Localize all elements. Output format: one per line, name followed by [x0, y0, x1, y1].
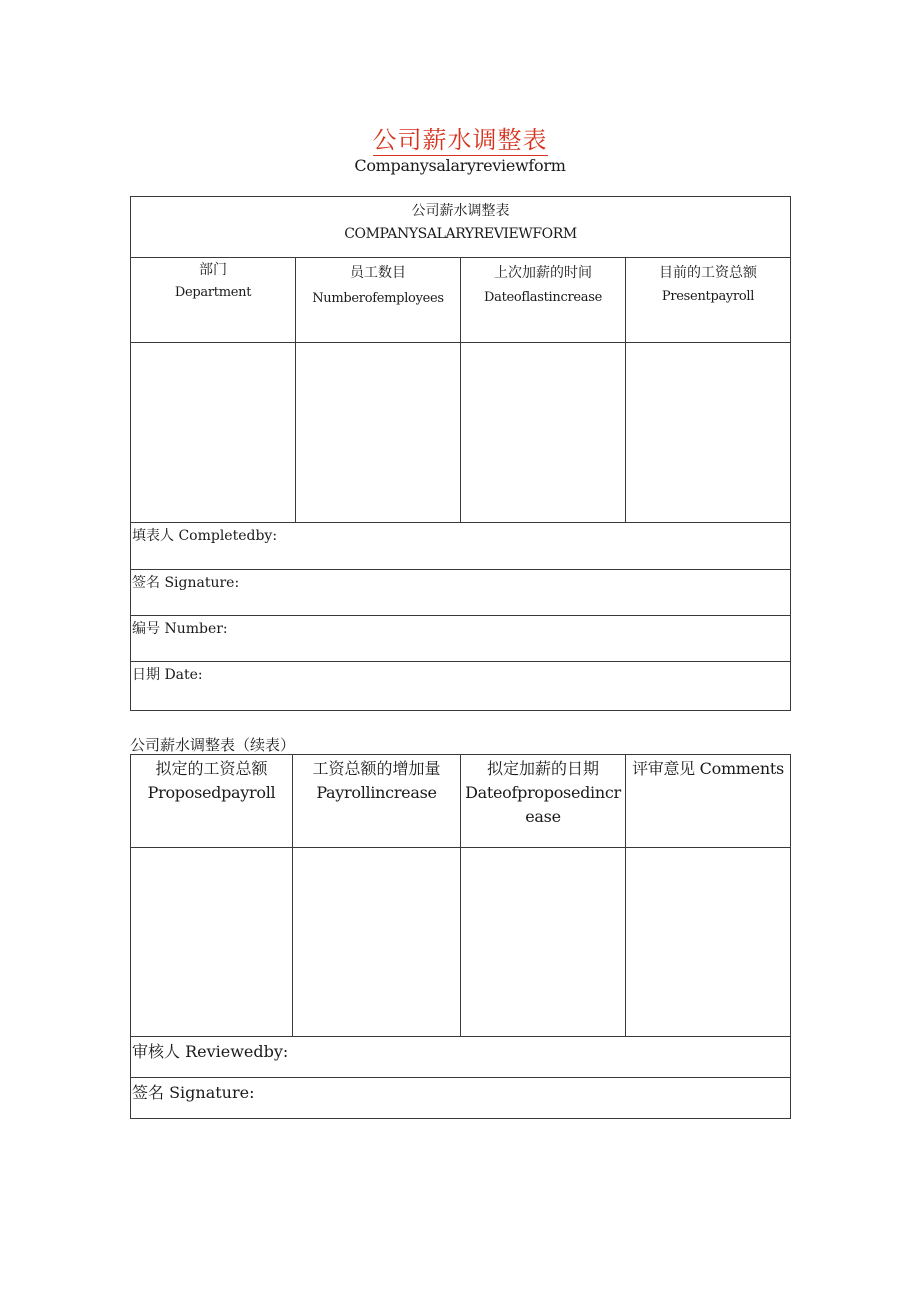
column-header-employees: 员工数目 Numberofemployees: [296, 258, 461, 343]
input-cell-employees[interactable]: [296, 343, 461, 523]
column-header-present-payroll: 目前的工资总额 Presentpayroll: [626, 258, 791, 343]
number-label: 编号 Number:: [132, 621, 228, 637]
signature-row[interactable]: [131, 570, 791, 616]
reviewer-signature-row[interactable]: [131, 1078, 791, 1119]
number-row[interactable]: [131, 616, 791, 662]
completed-by-label: 填表人 Completedby:: [132, 528, 278, 544]
table-header: [131, 197, 791, 258]
input-cell-present-payroll[interactable]: [626, 343, 791, 523]
reviewed-by-row[interactable]: [131, 1037, 791, 1078]
completed-by-row[interactable]: [131, 523, 791, 570]
column-header-proposed-date: 拟定加薪的日期 Dateofproposedincrease: [461, 755, 626, 848]
reviewer-signature-label: 签名 Signature:: [132, 1083, 255, 1102]
page-subtitle: Companysalaryreviewform: [354, 156, 566, 175]
input-cell-payroll-increase[interactable]: [293, 848, 461, 1037]
input-cell-proposed-payroll[interactable]: [131, 848, 293, 1037]
input-cell-comments[interactable]: [626, 848, 791, 1037]
table-header-en: COMPANYSALARYREVIEWFORM: [344, 226, 577, 242]
date-row[interactable]: [131, 662, 791, 711]
column-header-proposed-payroll: 拟定的工资总额 Proposedpayroll: [131, 755, 293, 848]
page-title: 公司薪水调整表: [372, 126, 548, 154]
salary-review-continued-table: [130, 754, 791, 1119]
input-cell-proposed-date[interactable]: [461, 848, 626, 1037]
input-cell-last-increase[interactable]: [461, 343, 626, 523]
date-label: 日期 Date:: [132, 667, 203, 683]
salary-review-table: [130, 196, 791, 711]
signature-label: 签名 Signature:: [132, 575, 240, 591]
column-header-payroll-increase: 工资总额的增加量 Payrollincrease: [293, 755, 461, 848]
reviewed-by-label: 审核人 Reviewedby:: [132, 1042, 289, 1061]
column-header-comments: 评审意见 Comments: [626, 755, 791, 848]
table-header-zh: 公司薪水调整表: [411, 203, 510, 219]
continued-table-title: 公司薪水调整表（续表）: [130, 736, 296, 754]
column-header-department: 部门 Department: [131, 258, 296, 343]
input-cell-department[interactable]: [131, 343, 296, 523]
column-header-last-increase: 上次加薪的时间 Dateoflastincrease: [461, 258, 626, 343]
